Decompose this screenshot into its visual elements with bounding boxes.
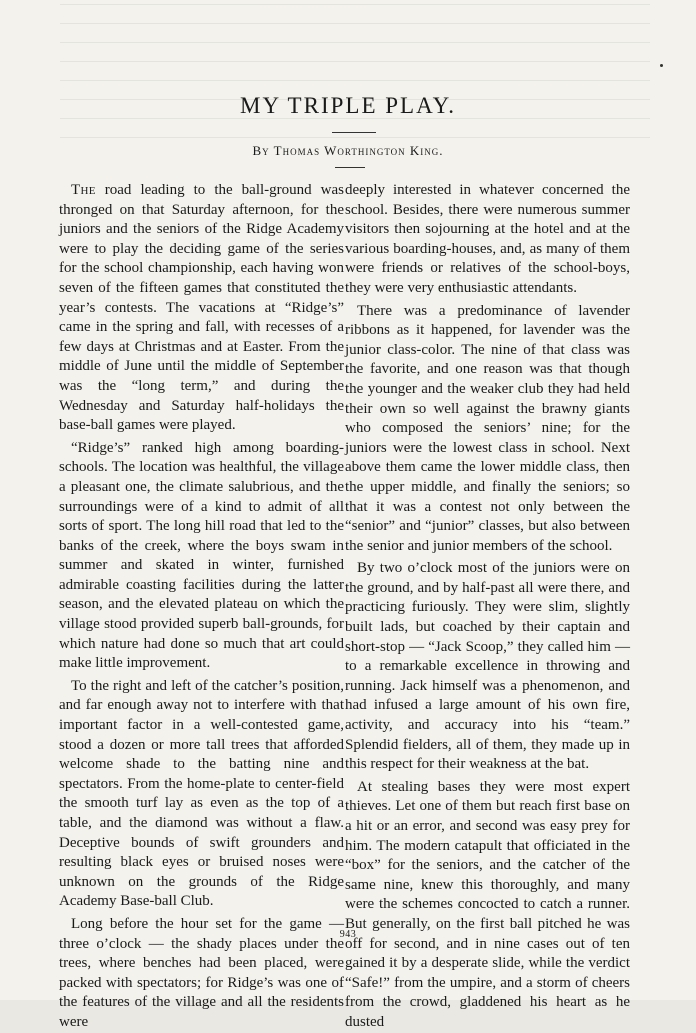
article-title: MY TRIPLE PLAY. — [240, 93, 456, 118]
paragraph-3: To the right and left of the catcher’s position, and far enough away not to interfere with that important factor in a well-contested game, stood a dozen or more tall trees that afforded welcome shade to the batting nine and spectators. From the home-plate to center-field the smooth turf lay as even as the top of a table, and the diamond was without a flaw. Deceptive bounds of swift grounders and resulting black eyes or bruised noses were unknown on the grounds of the Ridge Academy Base-ball Club. — [59, 677, 344, 910]
paragraph-4: Long before the hour set for the game — three o’clock — the shady places under the trees, where benches had been placed, were packed with spectators; for Ridge’s was one of the features of the village and all the residents were — [59, 915, 344, 1030]
paragraph-5: There was a predominance of lavender ribbons as it happened, for lavender was the junior class-color. The nine of that class was the favorite, and one reason was that though the younger and the weaker club they had held their own so well against the brawny giants who composed the seniors’ nine; for the juniors were the lowest class in school. Next above them came the lower middle class, then the upper middle, and finally the seniors; so that it was a contest not only between the “senior” and “junior” classes, but also between the senior and junior members of the school. — [345, 302, 630, 554]
paragraph-2: “Ridge’s” ranked high among boarding-schools. The location was healthful, the village a pleasant one, the climate salubrious, and the surroundings were of a kind to admit of all sorts of sport. The long hill road that led to the banks of the creek, where the boys swam in summer and skated in winter, furnished admirable coasting facilities during the latter season, and the elevated plateau on which the village stood provided superb ball-grounds, for which nature had done so much that art could make little improvement. — [59, 439, 344, 672]
paragraph-1 — [59, 181, 344, 436]
title-rule — [332, 132, 376, 133]
paragraph-7: At stealing bases they were most expert thieves. Let one of them but reach first base on a hit or an error, and second was easy prey for him. The modern catapult that officiated in the “box” for the seniors, and the catcher of the same nine, knew this thoroughly, and many were the schemes concocted to catch a runner. But generally, on the first ball pitched he was off for second, and in nine cases out of ten gained it by a desperate slide, while the verdict “Safe!” from the umpire, and a storm of cheers from the crowd, gladdened his heart as he dusted — [345, 778, 630, 1030]
byline-rule — [335, 167, 365, 168]
byline: By Thomas Worthington King. — [252, 143, 444, 158]
right-column — [345, 181, 630, 1033]
left-column — [59, 181, 344, 1033]
paragraph-4-continued: deeply interested in whatever concerned the school. Besides, there were numerous summer visitors then sojourning at the hotel and at the various boarding-houses, and, as many of them were friends or relatives of the school-boys, they were very enthusiastic attendants. — [345, 182, 630, 296]
lead-word: The — [71, 182, 96, 198]
paragraph-1-text: road leading to the ball-ground was thronged on that Saturday afternoon, for the juniors and the seniors of the Ridge Academy were to play the deciding game of the series for the school championship, each having won seven of the fifteen games that constituted the year’s contests. The vacations at “Ridge’s” came in the spring and fall, with recesses of a few days at Christmas and at Easter. From the middle of June until the middle of September was the “long term,” and during the Wednesday and Saturday half-holidays the base-ball games were played. — [59, 182, 345, 434]
page-number: 943 — [339, 929, 357, 940]
paragraph-6: By two o’clock most of the juniors were on the ground, and by half-past all were there, and practicing furiously. They were slim, slightly built lads, but coached by their captain and short-stop — “Jack Scoop,” they called him — to a remarkable excellence in throwing and running. Jack himself was a phenomenon, and had infused a large amount of his own fire, activity, and accuracy into his “team.” Splendid fielders, all of them, they made up in this respect for their weakness at the bat. — [345, 560, 630, 773]
ink-speck — [660, 64, 663, 67]
